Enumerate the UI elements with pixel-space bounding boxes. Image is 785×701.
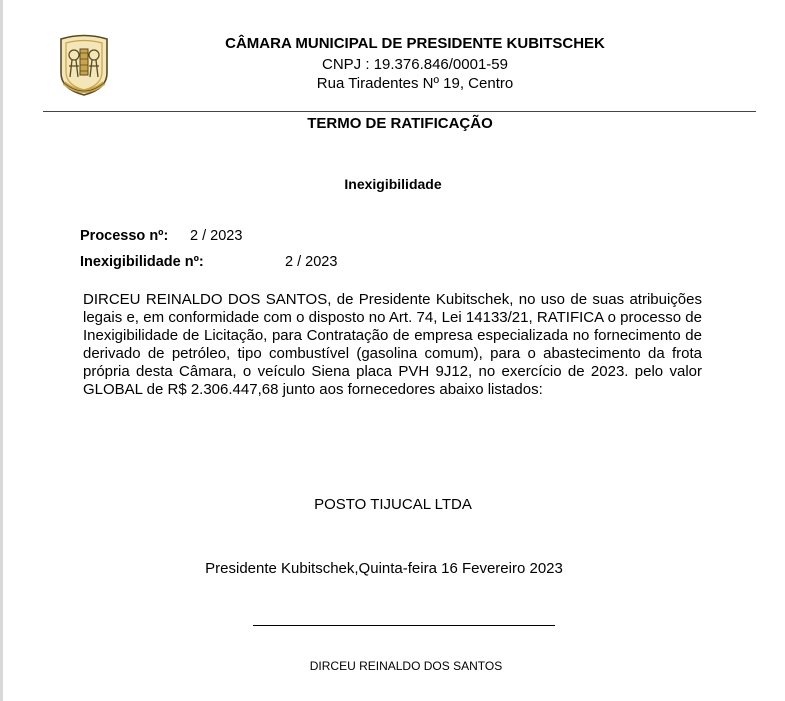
document-subtitle: Inexigibilidade [344, 176, 442, 192]
institution-name: CÂMARA MUNICIPAL DE PRESIDENTE KUBITSCHEK [225, 35, 605, 52]
processo-field [80, 228, 243, 244]
processo-label: Processo nº: [80, 228, 169, 244]
vendor-name: POSTO TIJUCAL LTDA [314, 496, 472, 513]
place-and-date: Presidente Kubitschek,Quinta-feira 16 Fevereiro 2023 [205, 560, 563, 577]
inexigibilidade-label: Inexigibilidade nº: [80, 254, 204, 270]
signatory-name: DIRCEU REINALDO DOS SANTOS [309, 659, 503, 673]
document-title: TERMO DE RATIFICAÇÃO [307, 115, 493, 132]
municipal-seal-icon [55, 33, 113, 99]
signature-line [253, 625, 555, 626]
inexigibilidade-value: 2 / 2023 [285, 254, 338, 270]
processo-value: 2 / 2023 [190, 228, 243, 244]
header-divider [43, 111, 756, 112]
ratification-text: DIRCEU REINALDO DOS SANTOS, de Presidente Kubitschek, no uso de suas atribuições legais e, em conformidade com o disposto no Art. 74, Lei 14133/21, RATIFICA o processo de Inexigibilidade de Licitação, para Contratação de empresa especializada no fornecimento de derivado de petróleo, tipo combustível (gasolina comum), para o abastecimento da frota própria desta Câmara, o veículo Siena placa PVH 9J12, no exercício de 2023. pelo valor GLOBAL de R$ 2.306.447,68 junto aos fornecedores abaixo listados: [83, 291, 702, 398]
institution-address: Rua Tiradentes Nº 19, Centro [316, 75, 514, 92]
page-edge [0, 0, 3, 701]
inexigibilidade-field [80, 254, 338, 270]
institution-cnpj: CNPJ : 19.376.846/0001-59 [322, 56, 508, 73]
